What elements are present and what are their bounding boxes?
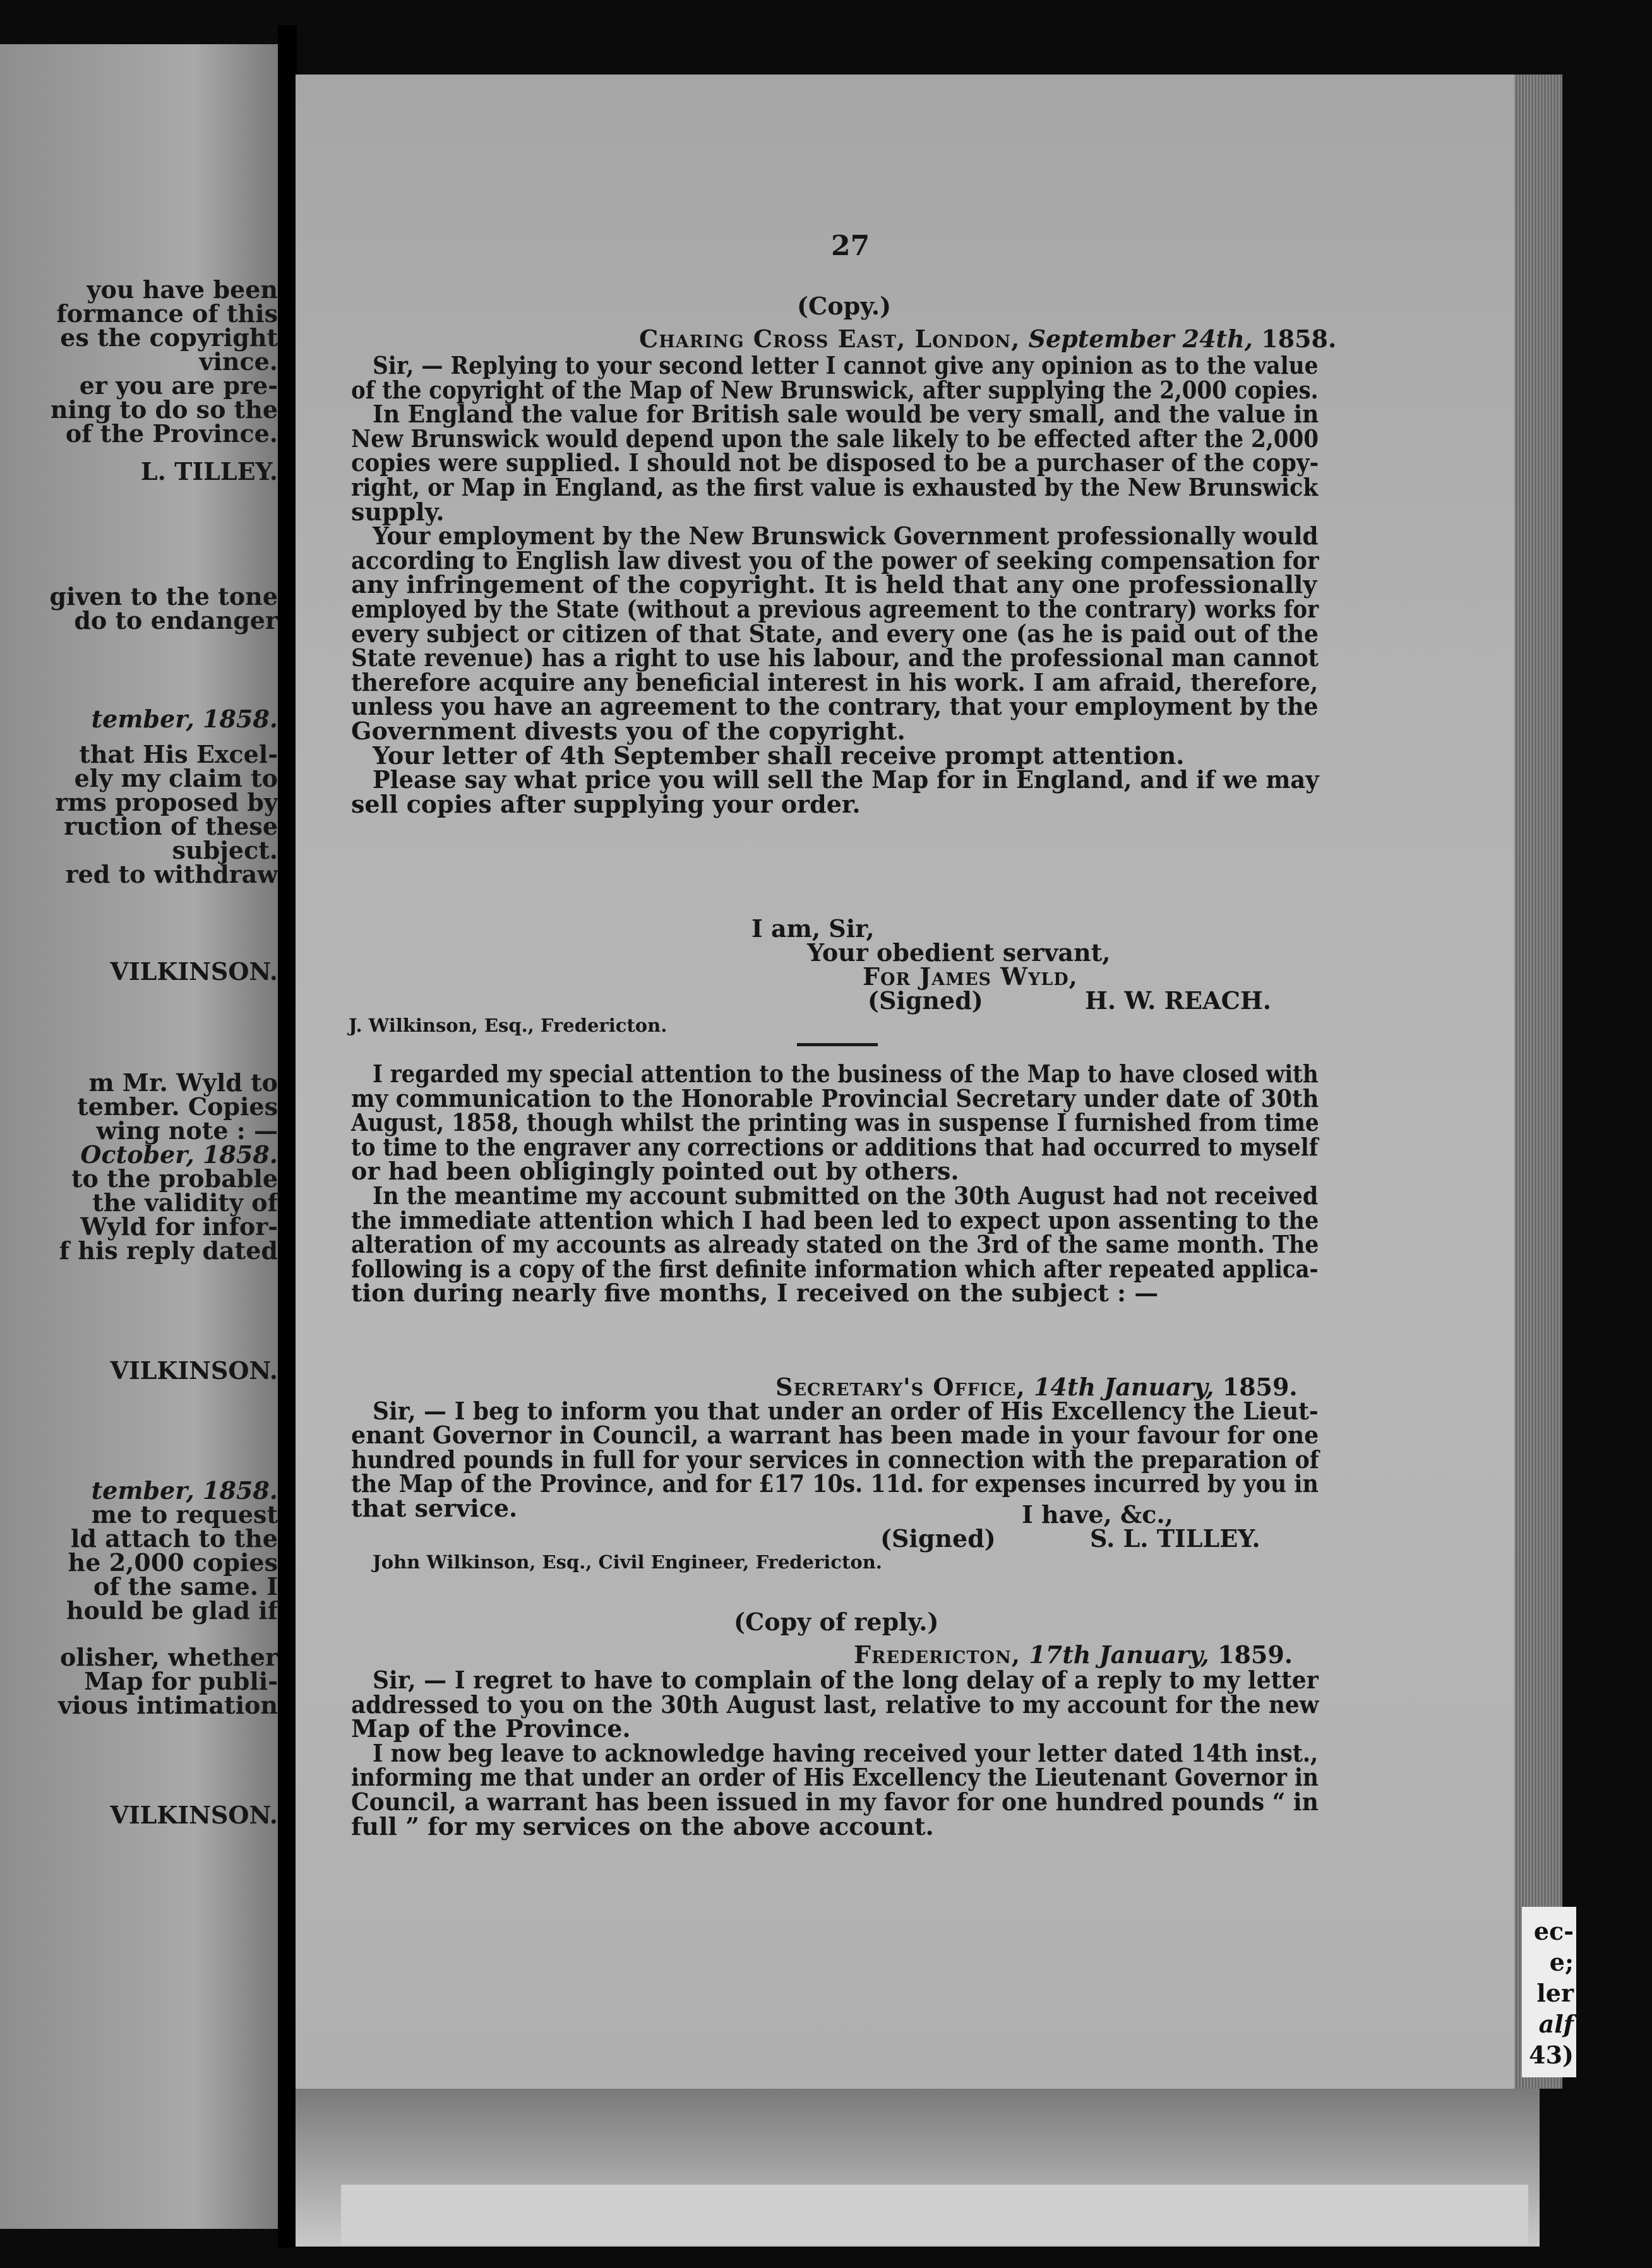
text-line: informing me that under an order of His Excellency the Lieutenant Governor in xyxy=(351,1763,1319,1792)
left-page-line: Map for publi- xyxy=(84,1667,278,1695)
dateline-place: Secretary's Office, xyxy=(775,1373,1026,1401)
left-page-line: formance of this xyxy=(56,299,278,328)
left-page-line: ely my claim to xyxy=(74,764,278,792)
left-page-line: tember, 1858. xyxy=(91,705,278,733)
text-line: Council, a warrant has been issued in my favor for one hundred pounds “ in xyxy=(351,1788,1319,1816)
text-line: following is a copy of the first definite information which after repeated applica- xyxy=(351,1254,1319,1283)
text-line: to time to the engraver any corrections or additions that had occurred to myself xyxy=(351,1132,1319,1161)
fragment-line: e; xyxy=(1549,1948,1574,1976)
bottom-paper-strip xyxy=(341,2185,1528,2245)
left-page-line: rms proposed by xyxy=(55,788,278,816)
text-line: unless you have an agreement to the contrary, that your employment by the xyxy=(351,692,1319,721)
letter3-dateline xyxy=(854,1640,1293,1669)
left-page-line: f his reply dated xyxy=(59,1236,278,1265)
left-page-line: do to endanger xyxy=(74,606,278,635)
left-page-line: the validity of xyxy=(92,1188,278,1217)
text-line: that service. xyxy=(351,1493,518,1522)
left-page-line: Wyld for infor- xyxy=(80,1212,278,1241)
text-line: sell copies after supplying your order. xyxy=(351,789,861,818)
dateline-year: 1859. xyxy=(1222,1373,1298,1401)
closing-line: For James Wyld, xyxy=(863,962,1078,991)
text-line: every subject or citizen of that State, and every one (as he is paid out of the xyxy=(351,619,1319,648)
left-page-line: tember. Copies xyxy=(77,1092,278,1121)
text-line: I regarded my special attention to the business of the Map to have closed with xyxy=(373,1059,1319,1088)
left-page-line: me to request xyxy=(91,1500,278,1529)
letter1-addressee: J. Wilkinson, Esq., Fredericton. xyxy=(349,1015,667,1036)
left-page-line: given to the tone xyxy=(49,582,278,611)
text-line: Map of the Province. xyxy=(351,1714,631,1743)
left-page-line: you have been xyxy=(87,275,278,304)
closing-line: I have, &c., xyxy=(1022,1500,1173,1529)
text-line: according to English law divest you of the power of seeking compensation for xyxy=(351,546,1319,575)
left-page-line: olisher, whether xyxy=(59,1643,278,1671)
text-line: Sir, — I beg to inform you that under an order of His Excellency the Lieut- xyxy=(373,1397,1319,1425)
letter3-heading: (Copy of reply.) xyxy=(734,1608,939,1636)
text-line: copies were supplied. I should not be disposed to be a purchaser of the copy- xyxy=(351,448,1319,477)
letter1-heading: (Copy.) xyxy=(797,292,892,320)
dateline-date: September 24th, xyxy=(1028,325,1253,353)
text-line: Sir, — Replying to your second letter I cannot give any opinion as to the value xyxy=(373,351,1319,379)
closing-line: I am, Sir, xyxy=(751,914,875,943)
right-page-fragment xyxy=(1522,1907,1576,2077)
letter2-dateline xyxy=(775,1375,1298,1399)
signer-name: H. W. REACH. xyxy=(1085,986,1271,1015)
fragment-line: ec- xyxy=(1533,1917,1574,1945)
text-line: employed by the State (without a previous agreement to the contrary) works for xyxy=(351,595,1319,623)
fragment-line: alf xyxy=(1538,2010,1574,2038)
closing-line: Your obedient servant, xyxy=(807,938,1111,967)
text-line: In England the value for British sale would be very small, and the value in xyxy=(373,400,1319,429)
letter2-addressee: John Wilkinson, Esq., Civil Engineer, Fredericton. xyxy=(373,1551,882,1573)
left-page-line: tember, 1858. xyxy=(91,1476,278,1505)
left-page-line: wing note : — xyxy=(96,1116,278,1145)
left-page-line: hould be glad if xyxy=(66,1596,278,1625)
text-line: therefore acquire any beneficial interest in his work. I am afraid, therefore, xyxy=(351,667,1319,696)
left-page-line: October, 1858. xyxy=(80,1140,278,1169)
left-page-line: es the copyright xyxy=(60,323,278,352)
left-page-line: that His Excel- xyxy=(79,740,278,768)
page-edges xyxy=(1514,75,1562,2089)
left-page-line: of the Province. xyxy=(65,419,278,448)
dateline-year: 1859. xyxy=(1218,1640,1293,1669)
fragment-line: 43) xyxy=(1529,2041,1574,2069)
text-line: my communication to the Honorable Provincial Secretary under date of 30th xyxy=(351,1083,1319,1113)
signer-name: S. L. TILLEY. xyxy=(1090,1524,1260,1553)
signed-label: (Signed) xyxy=(868,986,983,1015)
text-line: tion during nearly five months, I received on the subject : — xyxy=(351,1279,1159,1308)
text-line: Your employment by the New Brunswick Government professionally would xyxy=(373,522,1319,551)
dateline-date: 17th January, xyxy=(1029,1640,1209,1669)
left-page-line: ning to do so the xyxy=(50,395,278,424)
text-line: enant Governor in Council, a warrant has been made in your favour for one xyxy=(351,1421,1319,1450)
letter1-dateline xyxy=(639,327,1336,351)
left-page-line: VILKINSON. xyxy=(110,957,278,986)
text-line: Government divests you of the copyright. xyxy=(351,717,906,745)
left-page-line: VILKINSON. xyxy=(110,1801,278,1829)
left-page-line: L. TILLEY. xyxy=(140,457,278,486)
text-line: Sir, — I regret to have to complain of the long delay of a reply to my letter xyxy=(373,1666,1319,1694)
text-line: or had been obligingly pointed out by others. xyxy=(351,1157,959,1186)
left-page-line: er you are pre- xyxy=(79,371,278,400)
left-page-line: of the same. I xyxy=(93,1572,278,1601)
text-line: alteration of my accounts as already stated on the 3rd of the same month. The xyxy=(351,1230,1319,1259)
text-line: I now beg leave to acknowledge having received your letter dated 14th inst., xyxy=(373,1738,1319,1767)
text-line: any infringement of the copyright. It is held that any one professionally xyxy=(351,570,1317,599)
text-line: of the copyright of the Map of New Brunswick, after supplying the 2,000 copies. xyxy=(351,375,1319,404)
left-page-line: vious intimation xyxy=(58,1691,278,1719)
left-page-line: m Mr. Wyld to xyxy=(88,1068,278,1097)
text-line: full ” for my services on the above account. xyxy=(351,1811,934,1841)
text-line: addressed to you on the 30th August last, relative to my account for the new xyxy=(351,1690,1319,1719)
text-line: In the meantime my account submitted on the 30th August had not received xyxy=(373,1181,1319,1210)
text-line: Please say what price you will sell the Map for in England, and if we may xyxy=(373,765,1319,794)
text-line: hundred pounds in full for your services in connection with the preparation of xyxy=(351,1445,1319,1474)
book-gutter xyxy=(278,25,297,2248)
left-page-line: he 2,000 copies xyxy=(68,1548,278,1577)
left-page-line: ld attach to the xyxy=(70,1524,278,1553)
section-divider xyxy=(797,1043,878,1046)
text-line: Your letter of 4th September shall receive prompt attention. xyxy=(373,741,1185,770)
signed-label: (Signed) xyxy=(880,1524,996,1553)
left-page-line: VILKINSON. xyxy=(110,1356,278,1385)
text-line: right, or Map in England, as the first value is exhausted by the New Brunswick xyxy=(351,473,1319,501)
text-line: State revenue) has a right to use his labour, and the professional man cannot xyxy=(351,643,1319,672)
left-page-line: subject. xyxy=(172,836,278,864)
page-number: 27 xyxy=(831,230,870,262)
dateline-year: 1858. xyxy=(1261,325,1337,353)
left-page-line: ruction of these xyxy=(64,812,278,840)
fragment-line: ler xyxy=(1536,1979,1574,2007)
dateline-place: Fredericton, xyxy=(854,1640,1021,1669)
left-page-line: red to withdraw xyxy=(65,860,278,888)
dateline-date: 14th January, xyxy=(1033,1373,1214,1401)
text-line: August, 1858, though whilst the printing was in suspense I furnished from time xyxy=(351,1108,1319,1137)
text-line: the immediate attention which I had been led to expect upon assenting to the xyxy=(351,1205,1319,1234)
text-line: the Map of the Province, and for £17 10s. 11d. for expenses incurred by you in xyxy=(351,1469,1319,1498)
text-line: supply. xyxy=(351,497,445,526)
text-line: New Brunswick would depend upon the sale likely to be effected after the 2,000 xyxy=(351,424,1319,453)
dateline-place: Charing Cross East, London, xyxy=(639,325,1021,353)
left-page-line: vince. xyxy=(199,347,278,376)
left-page-line: to the probable xyxy=(71,1164,278,1193)
